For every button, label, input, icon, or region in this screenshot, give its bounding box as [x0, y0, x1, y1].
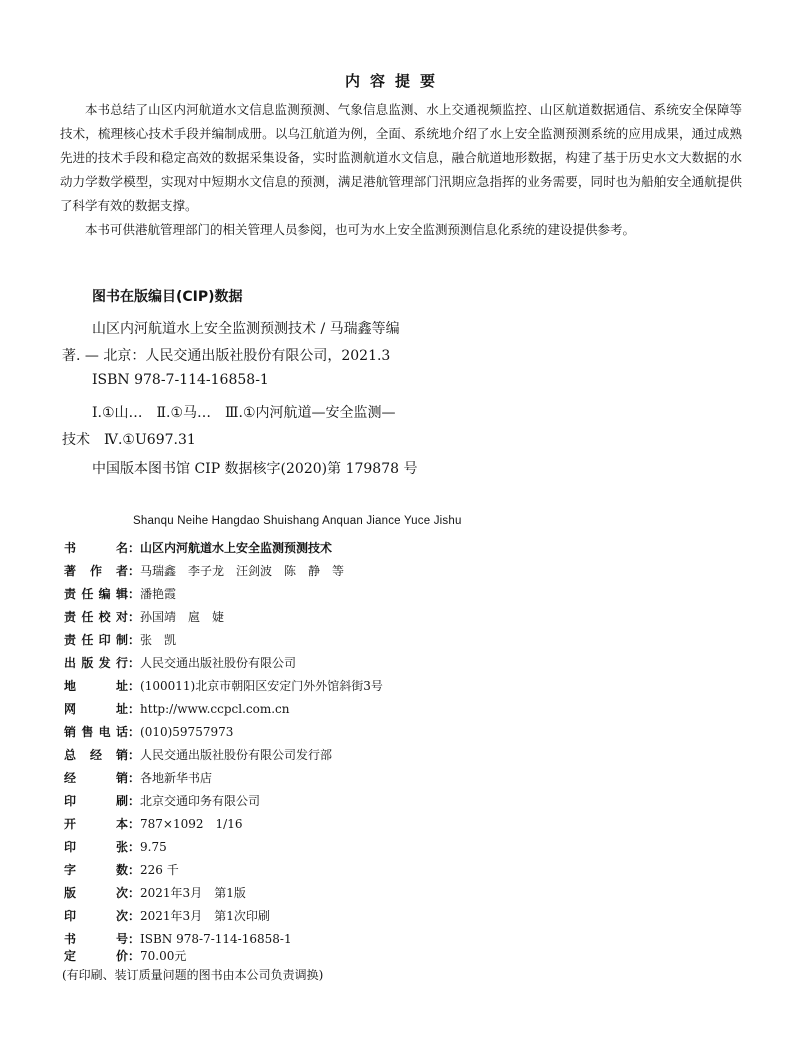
colophon-label: 定价	[64, 949, 128, 963]
colophon-value: (100011)北京市朝阳区安定门外外馆斜街3号	[140, 679, 383, 693]
colophon-value: ISBN 978-7-114-16858-1	[140, 932, 292, 946]
colophon-label: 开本	[64, 817, 128, 831]
colophon-value: 潘艳霞	[140, 587, 177, 601]
colophon-row-publisher: 出版发行：人民交通出版社股份有限公司	[64, 653, 296, 673]
colophon-row-isbn: 书号：ISBN 978-7-114-16858-1	[64, 929, 292, 949]
colophon-value: 孙国靖 扈 婕	[140, 610, 225, 624]
colophon-value: 787×1092 1/16	[140, 817, 243, 831]
colophon-value: 70.00元	[140, 949, 187, 963]
colophon-value: 2021年3月 第1次印刷	[140, 909, 270, 923]
colophon-value: 226 千	[140, 863, 179, 877]
colophon-label: 书名	[64, 541, 128, 555]
colophon-label: 责任编辑	[64, 587, 128, 601]
colophon-value: 各地新华书店	[140, 771, 213, 785]
colophon-value: 山区内河航道水上安全监测预测技术	[140, 541, 333, 555]
colophon-label: 印次	[64, 909, 128, 923]
colophon-row-website: 网址：http://www.ccpcl.com.cn	[64, 699, 290, 719]
colophon-value: (010)59757973	[140, 725, 234, 739]
colophon-row-price: 定价：70.00元	[64, 946, 186, 966]
colophon-value: 张 凯	[140, 633, 177, 647]
colophon-label: 责任校对	[64, 610, 128, 624]
colophon-row-address: 地址：(100011)北京市朝阳区安定门外外馆斜街3号	[64, 676, 383, 696]
colophon-row-word-count: 字数：226 千	[64, 860, 179, 880]
colophon-label: 印刷	[64, 794, 128, 808]
colophon-row-authors: 著作者：马瑞鑫 李子龙 汪剑波 陈 静 等	[64, 561, 344, 581]
summary-paragraph: 本书总结了山区内河航道水文信息监测预测、气象信息监测、水上交通视频监控、山区航道数据通信、系统安全保障等技术，梳理核心技术手段并编制成册。以乌江航道为例，全面、系统地介绍了水上安全监测预测系统的应用成果，通过成熟先进的技术手段和稳定高效的数据采集设备，实时监测航道水文信息，融合航道地形数据，构建了基于历史水文大数据的水动力学数学模型，实现对中短期水文信息的预测，满足港航管理部门汛期应急指挥的业务需要，同时也为船舶安全通航提供了科学有效的数据支撑。	[60, 102, 742, 213]
colophon-row-edition: 版次：2021年3月 第1版	[64, 883, 246, 903]
colophon-row-proofreader: 责任校对：孙国靖 扈 婕	[64, 607, 224, 627]
cip-line: ISBN 978-7-114-16858-1	[92, 372, 269, 388]
colophon-label: 网址	[64, 702, 128, 716]
colophon-label: 书号	[64, 932, 128, 946]
colophon-value: 2021年3月 第1版	[140, 886, 246, 900]
colophon-value: http://www.ccpcl.com.cn	[140, 702, 290, 716]
cip-line: 中国版本图书馆 CIP 数据核字(2020)第 179878 号	[92, 461, 418, 477]
colophon-row-sales-phone: 销售电话：(010)59757973	[64, 722, 233, 742]
colophon-label: 地址	[64, 679, 128, 693]
colophon-value: 9.75	[140, 840, 167, 854]
colophon-label: 经销	[64, 771, 128, 785]
colophon-row-printer: 印刷：北京交通印务有限公司	[64, 791, 260, 811]
colophon-row-sheets: 印张：9.75	[64, 837, 167, 857]
colophon-row-title: 书名：山区内河航道水上安全监测预测技术	[64, 538, 332, 558]
colophon-row-distributor: 经销：各地新华书店	[64, 768, 212, 788]
cip-line: 著. — 北京：人民交通出版社股份有限公司，2021.3	[62, 348, 391, 364]
cip-heading: 图书在版编目(CIP)数据	[92, 289, 243, 305]
summary-title: 内容提要	[344, 72, 445, 90]
colophon-row-general-distributor: 总经销：人民交通出版社股份有限公司发行部	[64, 745, 332, 765]
colophon-value: 人民交通出版社股份有限公司	[140, 656, 297, 670]
colophon-label: 责任印制	[64, 633, 128, 647]
colophon-row-editor: 责任编辑：潘艳霞	[64, 584, 176, 604]
summary-abstract	[60, 98, 742, 242]
colophon-row-printing: 印次：2021年3月 第1次印刷	[64, 906, 270, 926]
quality-note: (有印刷、装订质量问题的图书由本公司负责调换)	[62, 968, 324, 982]
cip-line: Ⅰ.①山… Ⅱ.①马… Ⅲ.①内河航道—安全监测—	[92, 405, 396, 421]
colophon-value: 北京交通印务有限公司	[140, 794, 261, 808]
cip-line: 技术 Ⅳ.①U697.31	[62, 432, 196, 448]
colophon-label: 版次	[64, 886, 128, 900]
pinyin-title: Shanqu Neihe Hangdao Shuishang Anquan Jiance Yuce Jishu	[133, 515, 462, 527]
colophon-value: 人民交通出版社股份有限公司发行部	[140, 748, 333, 762]
colophon-row-print-manager: 责任印制：张 凯	[64, 630, 176, 650]
summary-paragraph: 本书可供港航管理部门的相关管理人员参阅，也可为水上安全监测预测信息化系统的建设提供参考。	[85, 222, 636, 237]
colophon-row-format: 开本：787×1092 1/16	[64, 814, 242, 834]
colophon-label: 总经销	[64, 748, 128, 762]
colophon-value: 马瑞鑫 李子龙 汪剑波 陈 静 等	[140, 564, 345, 578]
colophon-label: 著作者	[64, 564, 128, 578]
colophon-label: 印张	[64, 840, 128, 854]
colophon-label: 销售电话	[64, 725, 128, 739]
cip-line: 山区内河航道水上安全监测预测技术 / 马瑞鑫等编	[92, 321, 400, 337]
colophon-label: 出版发行	[64, 656, 128, 670]
colophon-label: 字数	[64, 863, 128, 877]
